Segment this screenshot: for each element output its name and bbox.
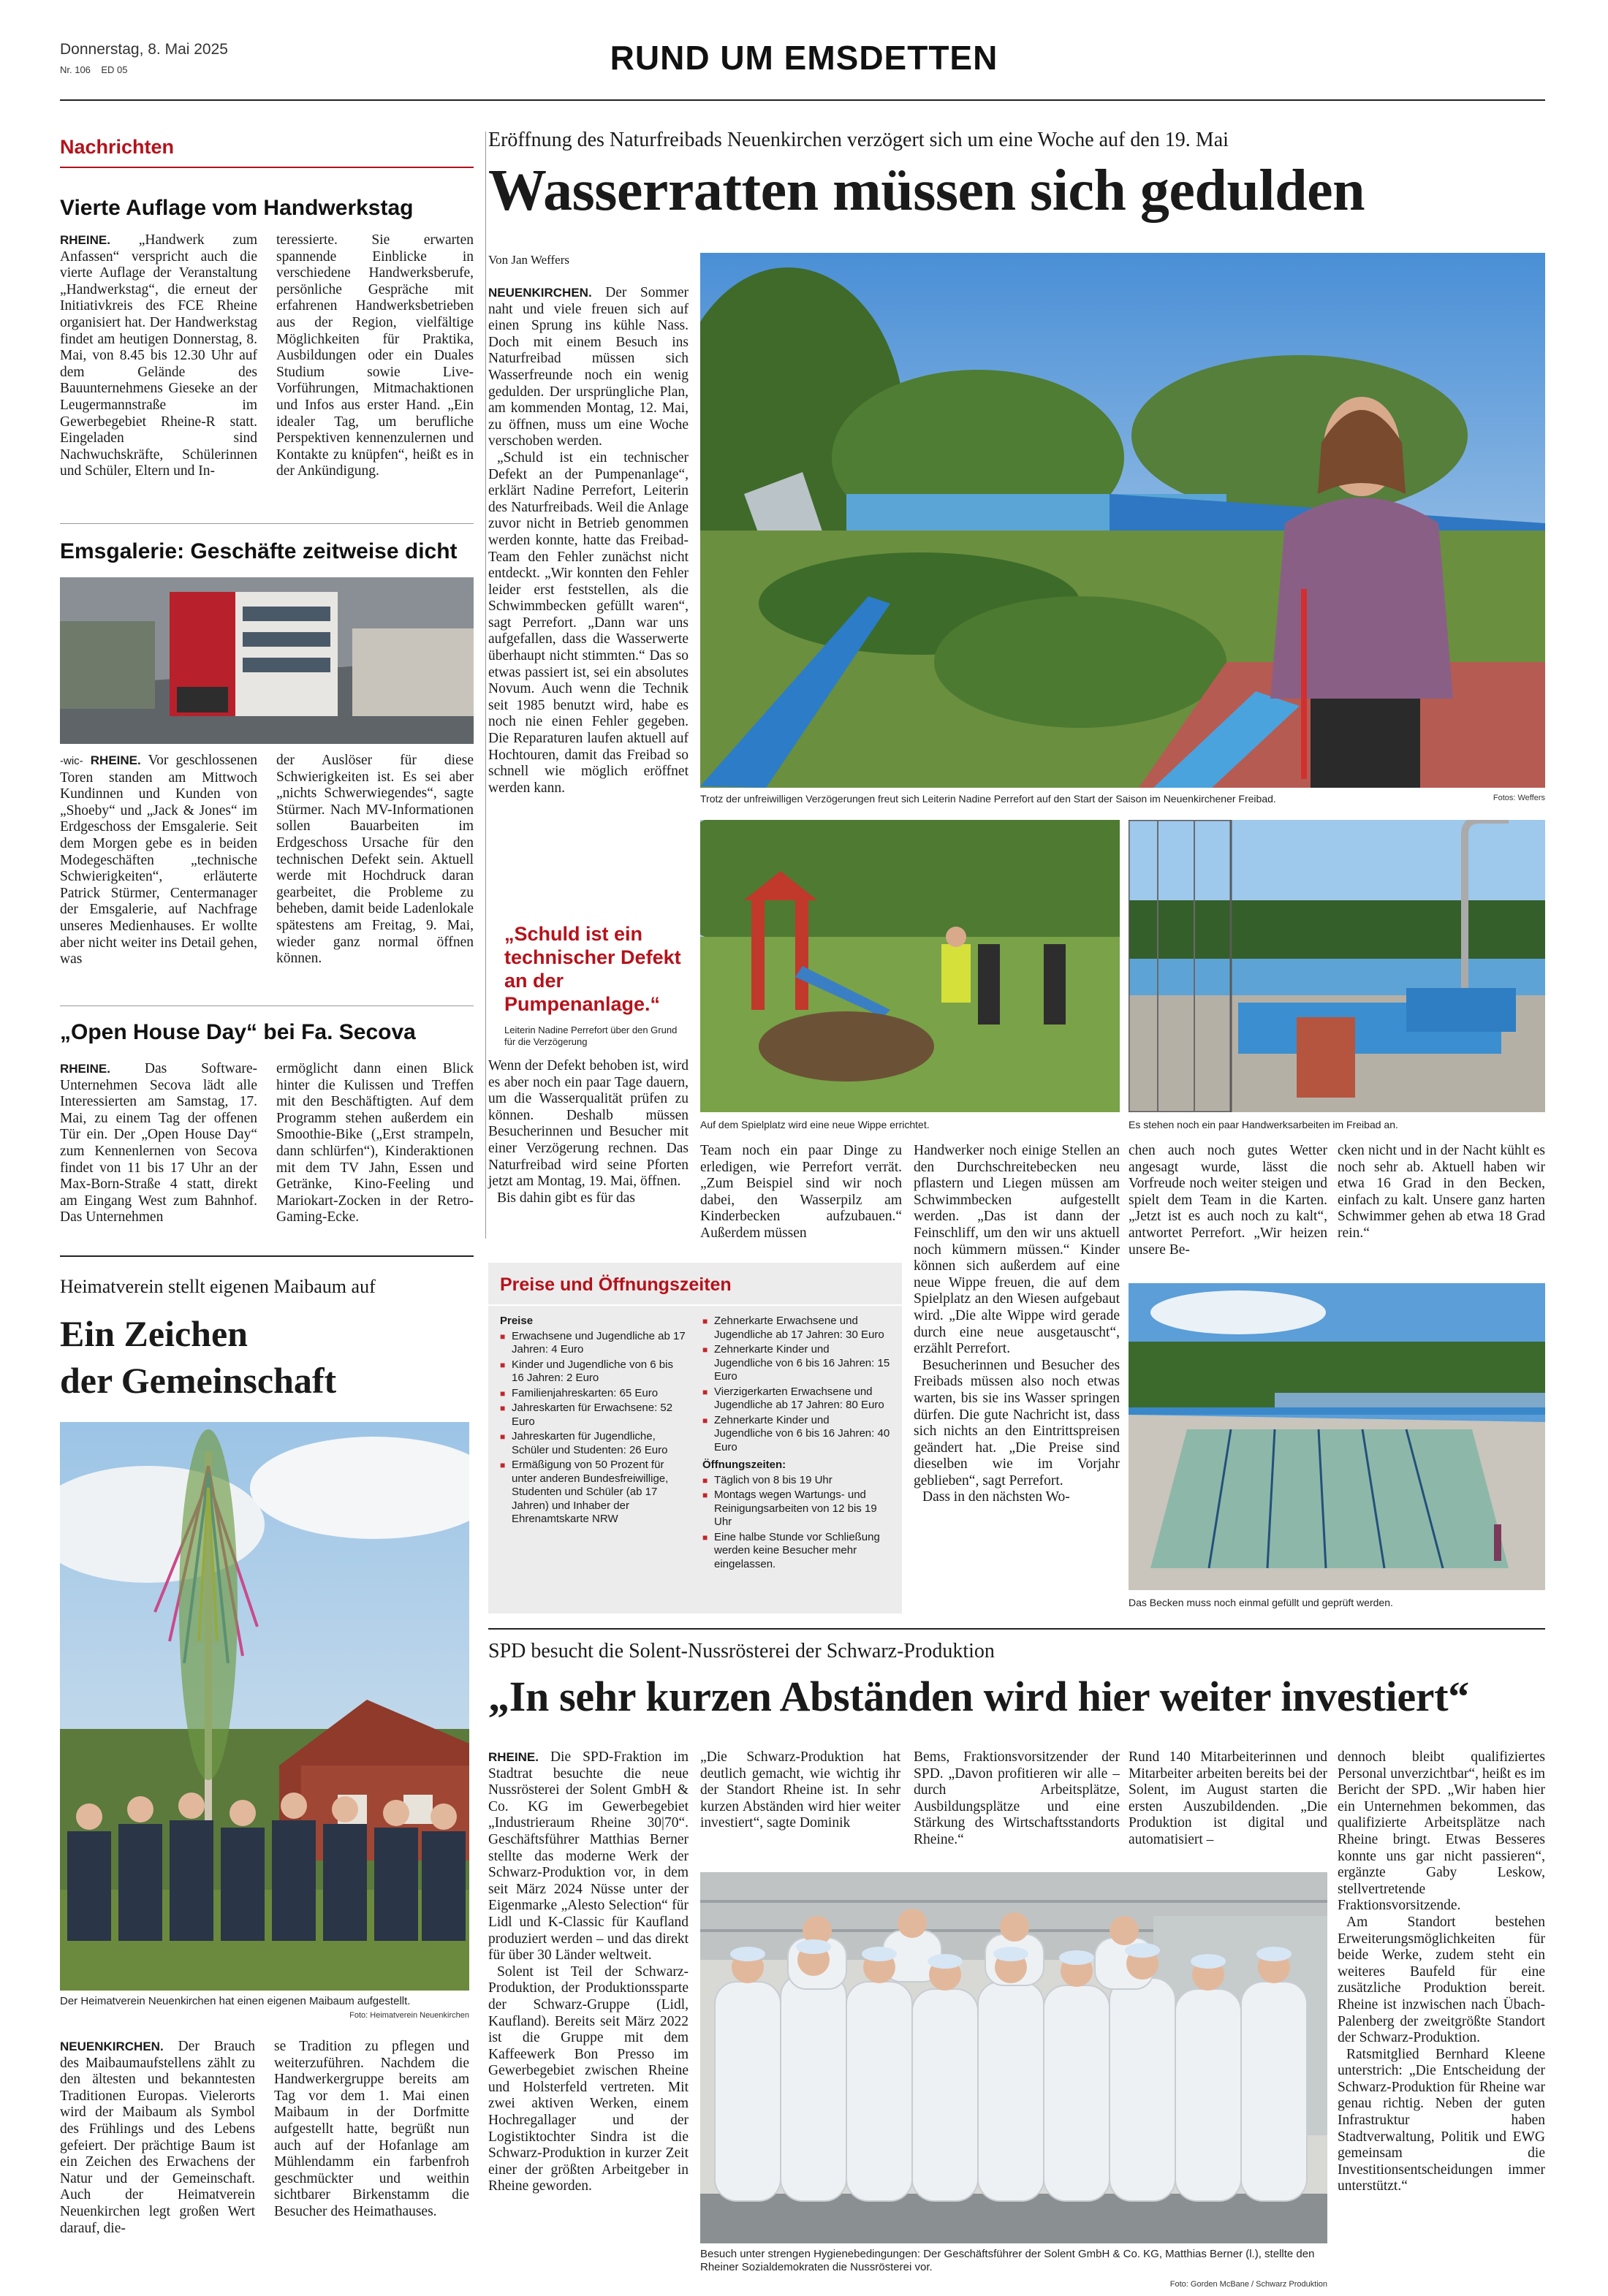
lead-byline: Von Jan Weffers xyxy=(488,253,570,267)
infobox-preise-list xyxy=(500,1330,688,1527)
news3-dateline: RHEINE. xyxy=(60,1062,110,1076)
prices-infobox xyxy=(488,1263,902,1613)
masthead-issue: Nr. 106 xyxy=(60,64,91,75)
spd-col5-a: dennoch bleibt qualifiziertes Personal unverzichtbar“, heißt es im Bericht der SPD. „Wir haben hier ein Unternehmen bekommen, das qualifizierte Arbeitsplätze nach Rheine bringt. Etwas Besseres konnte uns gar nicht passieren“, ergänzte Gaby Leskow, stellvertretende Fraktionsvorsitzende. xyxy=(1338,1749,1545,1914)
lead-title: Wasserratten müssen sich gedulden xyxy=(488,159,1365,223)
spd-kicker: SPD besucht die Solent-Nussrösterei der Schwarz-Produktion xyxy=(488,1640,995,1662)
price-item: ■ Familienjahreskarten: 65 Euro xyxy=(500,1387,688,1401)
lead-col2: Team noch ein paar Dinge zu erledigen, wie Perrefort verrät. „Zum Beispiel sind wir noch dabei, den Wasserpilz am Kinderbecken aufzubauen.“ Außerdem müssen xyxy=(700,1143,902,1241)
lead-col5: cken nicht und in der Nacht kühlt es noch sehr ab. Aktuell haben wir etwa 16 Grad in den Becken, einfach zu kalt. Unsere ganz harten Schwimmer gehen ab etwa 18 Grad rein.“ xyxy=(1338,1143,1545,1241)
price-item: ■ Zehnerkarte Kinder und Jugendliche von 6 bis 16 Jahren: 40 Euro xyxy=(702,1414,890,1455)
spd-credit: Foto: Gorden McBane / Schwarz Produktion xyxy=(1169,2280,1327,2289)
masthead-edition: ED 05 xyxy=(101,64,128,75)
rubric-underline xyxy=(60,167,474,168)
section-title: RUND UM EMSDETTEN xyxy=(610,39,998,77)
news2-dateline: RHEINE. xyxy=(90,753,141,767)
price-item: ■ Vierzigerkarten Erwachsene und Jugendliche ab 17 Jahren: 80 Euro xyxy=(702,1385,890,1413)
spd-col3: Bems, Fraktionsvorsitzender der SPD. „Davon profitieren wir alle – durch Arbeitsplätze, Ausbildungsplätze und eine Stärkung des Wirtschaftsstandorts Rheine.“ xyxy=(914,1749,1120,1847)
left-column-divider xyxy=(485,132,486,1239)
lead-main-caption: Trotz der unfreiwilligen Verzögerungen freut sich Leiterin Nadine Perrefort auf den Start der Saison im Neuenkirchener Freibad. xyxy=(700,793,1276,805)
news2-body xyxy=(60,753,474,994)
news3-title: „Open House Day“ bei Fa. Secova xyxy=(60,1020,416,1044)
lead-main-photo xyxy=(700,253,1545,788)
news-divider-1 xyxy=(60,523,474,524)
works-caption: Es stehen noch ein paar Handwerksarbeiten im Freibad an. xyxy=(1129,1119,1398,1130)
lead-main-credit: Fotos: Weffers xyxy=(1493,794,1545,802)
price-item: ■ Erwachsene und Jugendliche ab 17 Jahren: 4 Euro xyxy=(500,1330,688,1357)
spd-col5-c: Ratsmitglied Bernhard Kleene unterstrich: „Die Entscheidung der Schwarz-Produktion für Rheine war genau richtig. Neben der guten Infrastruktur haben Stadtverwaltung, Politik und EWG gemeinsam die Investitionsentscheidungen immer unterstützt.“ xyxy=(1338,2046,1545,2194)
maibaum-body xyxy=(60,2039,469,2273)
price-item: ■ Jahreskarten für Erwachsene: 52 Euro xyxy=(500,1402,688,1429)
maibaum-photo xyxy=(60,1422,469,1991)
spd-photo xyxy=(700,1872,1327,2243)
lead-kicker: Eröffnung des Naturfreibads Neuenkirchen verzögert sich um eine Woche auf den 19. Mai xyxy=(488,129,1229,151)
price-item: ■ Kinder und Jugendliche von 6 bis 16 Jahren: 2 Euro xyxy=(500,1358,688,1385)
news2-title: Emsgalerie: Geschäfte zeitweise dicht xyxy=(60,539,458,563)
news1-col1: „Handwerk zum Anfassen“ verspricht auch die vierte Auflage der Veranstaltung „Handwerkstag“, die erneut der Initiativkreis des FCE Rheine organisiert hat. Der Handwerkstag findet am heutigen Donnerstag, 8. Mai, von 8.45 bis 12.30 Uhr auf dem Gelände des Bauunternehmens Gieseke an der Leugermannstraße im Gewerbegebiet Rheine-R statt. Eingeladen sind Nachwuchskräfte, Schülerinnen und Schüler, Eltern und In- xyxy=(60,232,258,479)
pool-caption: Das Becken muss noch einmal gefüllt und geprüft werden. xyxy=(1129,1597,1393,1608)
maibaum-caption: Der Heimatverein Neuenkirchen hat einen eigenen Maibaum aufgestellt. xyxy=(60,1995,411,2007)
pool-photo xyxy=(1129,1283,1545,1590)
lead-col1-d: Bis dahin gibt es für das xyxy=(497,1190,636,1206)
playground-caption: Auf dem Spielplatz wird eine neue Wippe errichtet. xyxy=(700,1119,930,1130)
news3-col2: ermöglicht dann einen Blick hinter die Kulissen und Treffen mit den Beschäftigten. Auf dem Programm stehen außerdem ein Smoothie-Bike („Erst strampeln, dann schlürfen“), Kinderaktionen mit dem TV Jahn, Essen und Getränke, Kino-Feeling und Mariokart-Zocken in der Retro-Gaming-Ecke. xyxy=(276,1061,474,1225)
rubric-nachrichten: Nachrichten xyxy=(60,136,175,158)
lead-col1-top xyxy=(488,285,689,797)
lead-col3-c: Dass in den nächsten Wo- xyxy=(922,1489,1070,1505)
works-photo xyxy=(1129,820,1545,1112)
maibaum-title-2: der Gemeinschaft xyxy=(60,1360,337,1401)
infobox-preise-label: Preise xyxy=(500,1315,534,1327)
spd-title: „In sehr kurzen Abständen wird hier weiter investiert“ xyxy=(488,1673,1469,1720)
lead-col1-intro: Der Sommer naht und viele freuen sich auf einen Sprung ins kühle Nass. Doch mit einem Besuch ins Naturfreibad müssen sich Wasserfreunde noch ein wenig gedulden. Der ursprüngliche Plan, am kommenden Montag, 12. Mai, zu öffnen, muss um eine Woche verschoben werden. xyxy=(488,285,689,449)
infobox-zeiten-label: Öffnungszeiten: xyxy=(702,1459,786,1471)
maibaum-kicker: Heimatverein stellt eigenen Maibaum auf xyxy=(60,1276,376,1297)
lead-col3-a: Handwerker noch einige Stellen an den Durchschreitebecken neu pflastern und Liegen müssen am Schwimmbecken aufgestellt werden. „Das ist dann der Feinschliff, um den wir uns aktuell noch kümmern müssen.“ Kinder können sich außerdem auf eine neue Wippe freuen, die auf dem Spielplatz an den Wiesen aufgebaut wird. „Die alte Wippe wird gerade durch eine neue ausgetauscht“, erzählt Perrefort. xyxy=(914,1143,1120,1357)
news1-col2: teressierte. Sie erwarten spannende Einblicke in verschiedene Handwerksberufe, persönliche Gespräche mit erfahrenen Handwerksbetrieben aus der Region, vielfältige Möglichkeiten für Praktika, Ausbildungen oder ein Duales Studium sowie Live-Vorführungen, Mitmachaktionen und Infos aus erster Hand. „Ein idealer Tag, um berufliche Perspektiven kennenzulernen und Kontakte zu knüpfen“, heißt es in der Ankündigung. xyxy=(276,232,474,479)
price-item: ■ Zehnerkarte Kinder und Jugendliche von 6 bis 16 Jahren: 15 Euro xyxy=(702,1343,890,1384)
hours-item: ■ Täglich von 8 bis 19 Uhr xyxy=(702,1474,890,1488)
masthead-date: Donnerstag, 8. Mai 2025 xyxy=(60,41,228,58)
news-divider-3 xyxy=(60,1255,474,1257)
spd-col5 xyxy=(1338,1749,1545,2195)
news1-title: Vierte Auflage vom Handwerkstag xyxy=(60,196,414,220)
spd-col5-b: Am Standort bestehen Erweiterungsmöglichkeiten für beide Werke, zudem steht ein weiteres Baufeld für eine zusätzliche Produktion bereit. Rheine ist inzwischen nach Übach-Palenberg der zweitgrößte Standort der Schwarz-Produktion. xyxy=(1338,1914,1545,2046)
news3-body xyxy=(60,1061,474,1251)
hours-item: ■ Montags wegen Wartungs- und Reinigungsarbeiten von 12 bis 19 Uhr xyxy=(702,1489,890,1529)
news3-col1: Das Software-Unternehmen Secova lädt alle Interessierten am Samstag, 17. Mai, zu einem Tag der offenen Tür ein. Der „Open House Day“ zum Kennenlernen von Secova findet von 11 bis 17 Uhr an der Max-Born-Straße 4 statt, direkt am Eingang West zum Bahnhof. Das Unternehmen xyxy=(60,1061,257,1225)
infobox-title: Preise und Öffnungszeiten xyxy=(488,1263,902,1306)
infobox-zeiten-list xyxy=(702,1474,890,1572)
news1-dateline: RHEINE. xyxy=(60,233,110,247)
price-item: ■ Jahreskarten für Jugendliche, Schüler und Studenten: 26 Euro xyxy=(500,1430,688,1457)
lead-col3-b: Besucherinnen und Besucher des Freibads müssen also noch etwas warten, bis sie ins Wasser springen dürfen. Die gute Nachricht ist, dass sich nichts an den Eintrittspreisen geändert hat. „Die Preise sind dieselben wie im Vorjahr geblieben“, sagt Perrefort. xyxy=(914,1357,1120,1489)
hours-item: ■ Eine halbe Stunde vor Schließung werden keine Besucher mehr eingelassen. xyxy=(702,1531,890,1572)
maibaum-dateline: NEUENKIRCHEN. xyxy=(60,2040,164,2053)
news2-col2: der Auslöser für diese Schwierigkeiten ist. Es sei aber „nichts Schwerwiegendes“, sagte Stürmer. Nach MV-Informationen sollen Bauarbeiten im Erdgeschoss Ursache für den technischen Defekt sein. Aktuell werde mit Hochdruck daran gearbeitet, die Probleme zu beheben, damit beide Ladenlokale spätestens am Freitag, 9. Mai, wieder ganz normal öffnen können. xyxy=(276,753,474,967)
maibaum-col2: se Tradition zu pflegen und weiterzuführen. Nachdem die Handwerkergruppe bereits am Tag vor dem 1. Mai einen Maibaum in der Dorfmitte aufgestellt hatte, begrüßt nun auch auf der Hofanlage am Mühlendamm ein farbenfroh geschmückter und weithin sichtbarer Birkenstamm die Besucher des Heimathauses. xyxy=(274,2039,469,2219)
lead-quote xyxy=(504,922,689,1048)
spd-dateline: RHEINE. xyxy=(488,1750,539,1764)
price-item: ■ Zehnerkarte Erwachsene und Jugendliche ab 17 Jahren: 30 Euro xyxy=(702,1315,890,1342)
spd-col1 xyxy=(488,1749,689,2195)
spd-col1-intro: Die SPD-Fraktion im Stadtrat besuchte die neue Nussrösterei der Solent GmbH & Co. KG im Gewerbegebiet „Industrieraum Rheine 30|70“. Geschäftsführer Matthias Berner stellte das moderne Werk der Schwarz-Produktion vor, in dem seit März 2024 Nüsse unter der Eigenmarke „Alesto Selection“ für Lidl und K-Classic für Kaufland produziert werden – und das direkt für über 30 Länder weltweit. xyxy=(488,1749,689,1964)
lead-col4: chen auch noch gutes Wetter angesagt wurde, lässt die Vorfreude noch weiter steigen und spielt dem Team in die Karten. „Jetzt ist es auch noch zu kalt“, antwortet Perrefort. „Wir heizen unsere Be- xyxy=(1129,1143,1327,1258)
lead-bottom-rule xyxy=(488,1628,1545,1630)
spd-caption: Besuch unter strengen Hygienebedingungen: Der Geschäftsführer der Solent GmbH & Co. KG, Matthias Berner (l.), stellte den Rheiner Sozialdemokraten die Nussrösterei vor. xyxy=(700,2248,1315,2273)
lead-dateline: NEUENKIRCHEN. xyxy=(488,286,592,300)
lead-col1-c: Wenn der Defekt behoben ist, wird es aber noch ein paar Tage dauern, um die Wasserqualität prüfen zu können. Deshalb müssen Besucherinnen und Besucher mit einer Verzögerung rechnen. Das Naturfreibad wird seine Pforten jetzt am Montag, 19. Mai, öffnen. xyxy=(488,1058,689,1190)
maibaum-credit: Foto: Heimatverein Neuenkirchen xyxy=(349,2011,469,2020)
playground-photo xyxy=(700,820,1120,1112)
infobox-preise-list-2 xyxy=(702,1315,890,1454)
masthead-rule xyxy=(60,99,1545,101)
news1-body xyxy=(60,232,474,510)
price-item: ■ Ermäßigung von 50 Prozent für unter anderen Bundesfreiwillige, Studenten und Schüler (ab 17 Jahren) und Inhaber der Ehrenamtskarte NRW xyxy=(500,1459,688,1527)
spd-col1-b: Solent ist Teil der Schwarz-Produktion, der Produktionssparte der Schwarz-Gruppe (Lidl, Kaufland). Bereits seit März 2022 ist die Gruppe mit dem Kaffeewerk Bon Presso im Gewerbegebiet zwischen Rheine und Holsterfeld vertreten. Mit zwei aktiven Werken, einem Hochregallager und der Logistiktochter Sindra ist die Schwarz-Produktion in kurzer Zeit einer der größten Arbeitgeber in Rheine geworden. xyxy=(488,1964,689,2194)
maibaum-col1: Der Brauch des Maibaumaufstellens zählt zu den ältesten und bekanntesten Traditionen Europas. Vielerorts wird der Maibaum als Symbol des Frühlings und des Lebens gefeiert. Der prächtige Baum ist ein Zeichen des Erwachens der Natur und der Gemeinschaft. Auch der Heimatverein Neuenkirchen legt großen Wert darauf, die- xyxy=(60,2039,256,2236)
lead-col3 xyxy=(914,1143,1120,1506)
news2-byline: -wic- xyxy=(60,755,83,767)
news2-col1: Vor geschlossenen Toren standen am Mittwoch Kundinnen und Kunden von „Shoeby“ und „Jack & Jones“ im Erdgeschoss der Emsgalerie. Seit dem Morgen gebe es in beiden Modegeschäften „technische Schwierigkeiten“, erläuterte Patrick Stürmer, Centermanager der Emsgalerie, auf Nachfrage unseres Medienhauses. Er wollte aber nicht weiter ins Detail gehen, was xyxy=(60,753,257,968)
lead-col1-b: „Schuld ist ein technischer Defekt an der Pumpenanlage“, erklärt Nadine Perrefort, Leiterin des Naturfreibads. Weil die Anlage zuvor nicht in Betrieb genommen werden konnte, hatte das Freibad-Team den Fehler zunächst nicht entdeckt. „Wir konnten den Fehler leider erst feststellen, als die Schwimmbecken gefüllt waren“, sagt Perrefort. „Dann war uns aufgefallen, dass die Wasserwerte überhaupt nicht stimmten.“ Das so etwas passiert ist, sei ein absolutes Novum. Auch wenn die Technik seit 1985 benutzt wird, habe es noch nie einen Fehler gegeben. Die Reparaturen laufen aktuell auf Hochtouren, damit das Freibad so schnell wie möglich eröffnet werden kann. xyxy=(488,449,689,796)
maibaum-title-1: Ein Zeichen xyxy=(60,1313,248,1354)
lead-col1-bottom xyxy=(488,1058,689,1206)
emsgalerie-photo xyxy=(60,577,474,744)
lead-quote-text: „Schuld ist ein technischer Defekt an der Pumpenanlage.“ xyxy=(504,923,681,1015)
spd-col4: Rund 140 Mitarbeiterinnen und Mitarbeiter arbeiten bereits bei der Solent, im August starten die ersten Auszubildenden. „Die Produktion ist digital und automatisiert – xyxy=(1129,1749,1327,1847)
lead-quote-source: Leiterin Nadine Perrefort über den Grund für die Verzögerung xyxy=(504,1025,678,1047)
spd-col2: „Die Schwarz-Produktion hat deutlich gemacht, wie wichtig ihr der Standort Rheine ist. In sehr kurzen Abständen wird hier weiter investiert“, sagte Dominik xyxy=(700,1749,900,1831)
